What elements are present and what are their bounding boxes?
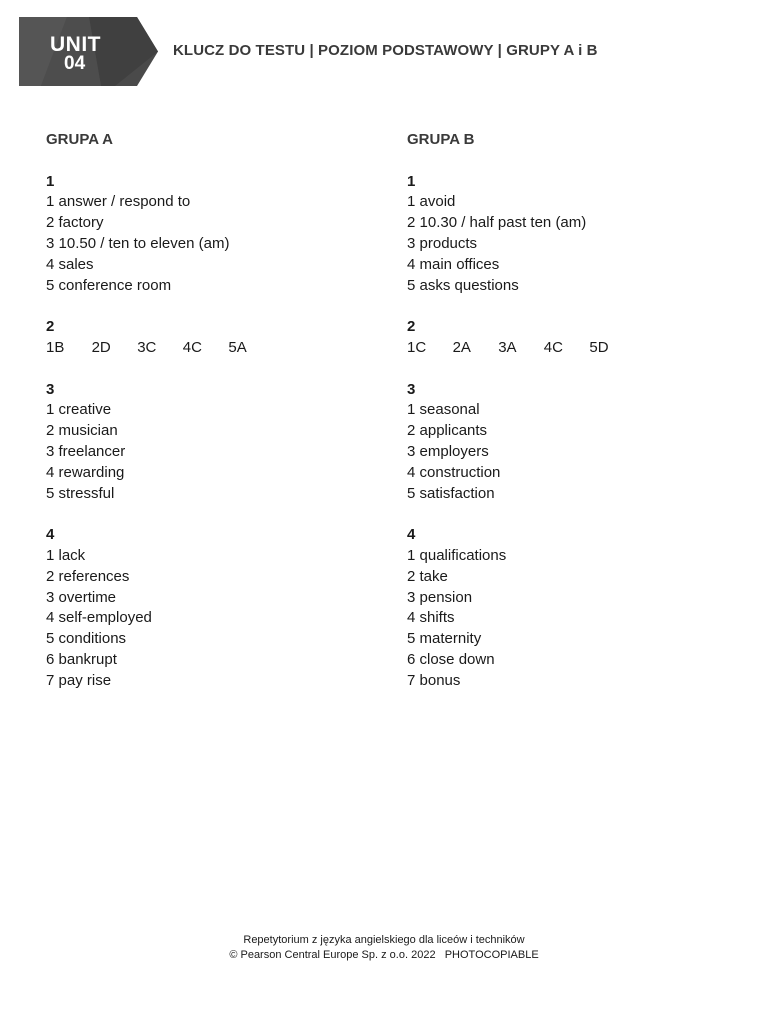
exercise-section (46, 172, 376, 297)
answer-item: 2 references (46, 567, 130, 585)
answer-item: 1 avoid (407, 193, 456, 211)
answer-row (407, 338, 737, 359)
answer-item: 5 asks questions (407, 276, 519, 294)
group-heading: GRUPA B (407, 131, 475, 148)
answer-item: 5 stressful (46, 484, 115, 502)
exercise-number: 2 (46, 318, 55, 336)
answer-item: 2 take (407, 567, 448, 585)
answer-item: 3 freelancer (46, 442, 126, 460)
group-a-column (46, 130, 376, 692)
answer-item: 4 main offices (407, 255, 500, 273)
answer-item: 3 pension (407, 588, 473, 606)
answer-item: 4 rewarding (46, 463, 125, 481)
exercise-section (407, 317, 737, 359)
answer-item: 1 answer / respond to (46, 193, 191, 211)
exercise-section (407, 380, 737, 505)
exercise-section (46, 380, 376, 505)
exercise-section (46, 525, 376, 691)
answer-item: 2 factory (46, 214, 104, 232)
page-footer (0, 933, 768, 963)
exercise-number: 2 (407, 318, 416, 336)
answer-item: 4 sales (46, 255, 94, 273)
exercise-number: 3 (407, 380, 416, 398)
answer-item: 3 10.50 / ten to eleven (am) (46, 234, 230, 252)
answer-item: 2 10.30 / half past ten (am) (407, 214, 587, 232)
answer-item: 5A (228, 338, 247, 356)
answer-item: 4 self-employed (46, 609, 152, 627)
answer-item: 1 seasonal (407, 401, 480, 419)
exercise-section (46, 317, 376, 359)
answer-item: 1 creative (46, 401, 112, 419)
answer-item: 6 close down (407, 650, 495, 668)
answer-item: 4 shifts (407, 609, 455, 627)
group-heading: GRUPA A (46, 131, 113, 148)
answer-item: 5 conditions (46, 630, 127, 648)
answer-item: 7 bonus (407, 671, 461, 689)
answer-item: 5 conference room (46, 276, 172, 294)
exercise-number: 3 (46, 380, 55, 398)
answer-item: 3 employers (407, 442, 489, 460)
unit-badge (19, 17, 158, 86)
answer-item: 3C (137, 338, 157, 356)
answer-item: 7 pay rise (46, 671, 112, 689)
exercise-section (407, 172, 737, 297)
exercise-number: 1 (407, 172, 416, 190)
copyright-line: © Pearson Central Europe Sp. z o.o. 2022 PHOTOCOPIABLE (229, 949, 539, 961)
answer-item: 1B (46, 338, 65, 356)
answer-row (46, 338, 376, 359)
answer-item: 3 products (407, 234, 478, 252)
answer-item: 2 applicants (407, 422, 488, 440)
answer-item: 3A (498, 338, 517, 356)
answer-item: 4C (182, 338, 202, 356)
answer-item: 1 qualifications (407, 546, 507, 564)
answer-item: 5 maternity (407, 630, 482, 648)
answer-item: 1C (407, 338, 427, 356)
answer-item: 5 satisfaction (407, 484, 495, 502)
answer-item: 1 lack (46, 546, 86, 564)
answer-item: 2A (452, 338, 471, 356)
unit-label: UNIT (50, 33, 101, 56)
answer-item: 3 overtime (46, 588, 117, 606)
exercise-number: 4 (407, 526, 416, 544)
answer-item: 2D (91, 338, 111, 356)
group-b-column (407, 130, 737, 692)
exercise-number: 4 (46, 526, 55, 544)
answer-item: 5D (589, 338, 609, 356)
exercise-section (407, 525, 737, 691)
unit-number: 04 (64, 53, 86, 74)
answer-item: 4 construction (407, 463, 501, 481)
footer-line: Repetytorium z języka angielskiego dla liceów i techników (243, 934, 525, 946)
answer-item: 6 bankrupt (46, 650, 117, 668)
exercise-number: 1 (46, 172, 55, 190)
answer-item: 4C (543, 338, 563, 356)
page-title: KLUCZ DO TESTU | POZIOM PODSTAWOWY | GRUPY A i B (173, 42, 598, 59)
answer-item: 2 musician (46, 422, 118, 440)
